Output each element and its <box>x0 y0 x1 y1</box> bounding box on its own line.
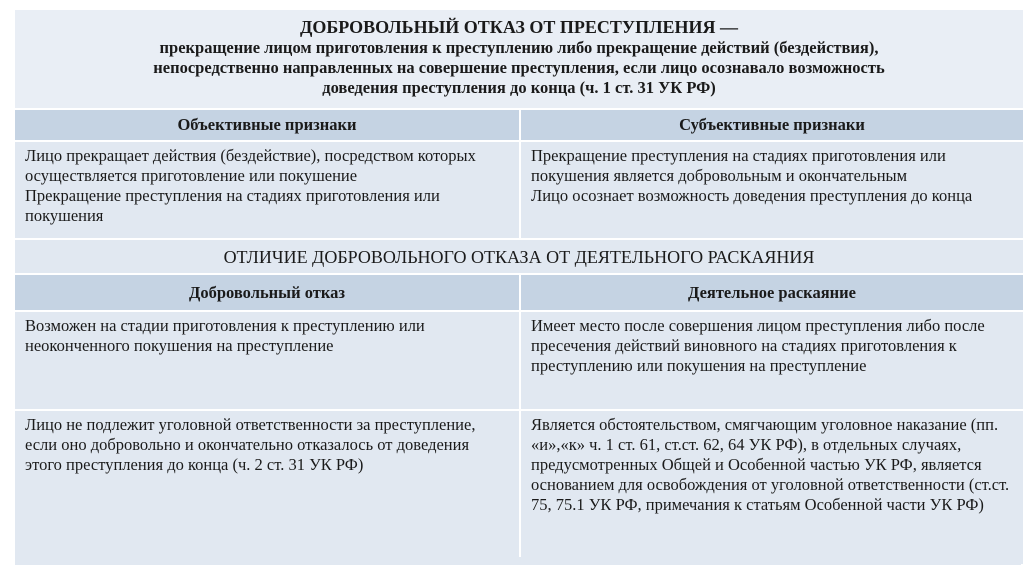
definition-line-3: доведения преступления до конца (ч. 1 ст. 31 УК РФ) <box>322 78 716 97</box>
definition-line-1: прекращение лицом приготовления к преступлению либо прекращение действий (бездействия), <box>159 38 879 57</box>
repentance-consequence-text: Является обстоятельством, смягчающим уголовное наказание (пп. «и»,«к» ч. 1 ст. 61, ст.ст. 62, 64 УК РФ), в отдельных случаях, предусмотренных Общей и Особенной частью УК РФ, является основанием для освобождения от уголовной ответственности (ст.ст. 75, 75.1 УК РФ, примечания к статьям Особенной части УК РФ) <box>531 415 1010 514</box>
objective-signs-cell <box>15 142 519 238</box>
refusal-stage-cell <box>15 312 519 409</box>
definition-line-2: непосредственно направленных на совершение преступления, если лицо осознавало возможность <box>153 58 885 77</box>
title-block <box>15 10 1023 108</box>
repentance-stage-text: Имеет место после совершения лицом преступления либо после пресечения действий виновного на стадиях приготовления к преступлению или покушения на преступление <box>531 316 985 375</box>
active-repentance-header: Деятельное раскаяние <box>521 275 1023 310</box>
subjective-signs-header: Субъективные признаки <box>521 110 1023 140</box>
refusal-consequence-cell <box>15 411 519 564</box>
objective-signs-header: Объективные признаки <box>15 110 519 140</box>
repentance-stage-cell <box>521 312 1023 409</box>
refusal-consequence-text: Лицо не подлежит уголовной ответственности за преступление, если оно добровольно и окончательно отказалось от доведения этого преступления до конца (ч. 2 ст. 31 УК РФ) <box>25 415 476 474</box>
refusal-stage-text: Возможен на стадии приготовления к преступлению или неоконченного покушения на преступление <box>25 316 425 355</box>
repentance-consequence-cell <box>521 411 1023 564</box>
page-title: ДОБРОВОЛЬНЫЙ ОТКАЗ ОТ ПРЕСТУПЛЕНИЯ — <box>299 17 739 37</box>
subjective-sign-2: Лицо осознает возможность доведения преступления до конца <box>531 186 973 205</box>
objective-sign-1: Лицо прекращает действия (бездействие), посредством которых осуществляется приготовление или покушение <box>25 146 476 185</box>
table-bottom-strip <box>15 557 1021 565</box>
subjective-sign-1: Прекращение преступления на стадиях приготовления или покушения является добровольным и окончательным <box>531 146 946 185</box>
subjective-signs-cell <box>521 142 1023 238</box>
voluntary-refusal-header: Добровольный отказ <box>15 275 519 310</box>
objective-sign-2: Прекращение преступления на стадиях приготовления или покушения <box>25 186 440 225</box>
section-title: ОТЛИЧИЕ ДОБРОВОЛЬНОГО ОТКАЗА ОТ ДЕЯТЕЛЬНОГО РАСКАЯНИЯ <box>15 240 1023 273</box>
comparison-table <box>15 10 1021 557</box>
